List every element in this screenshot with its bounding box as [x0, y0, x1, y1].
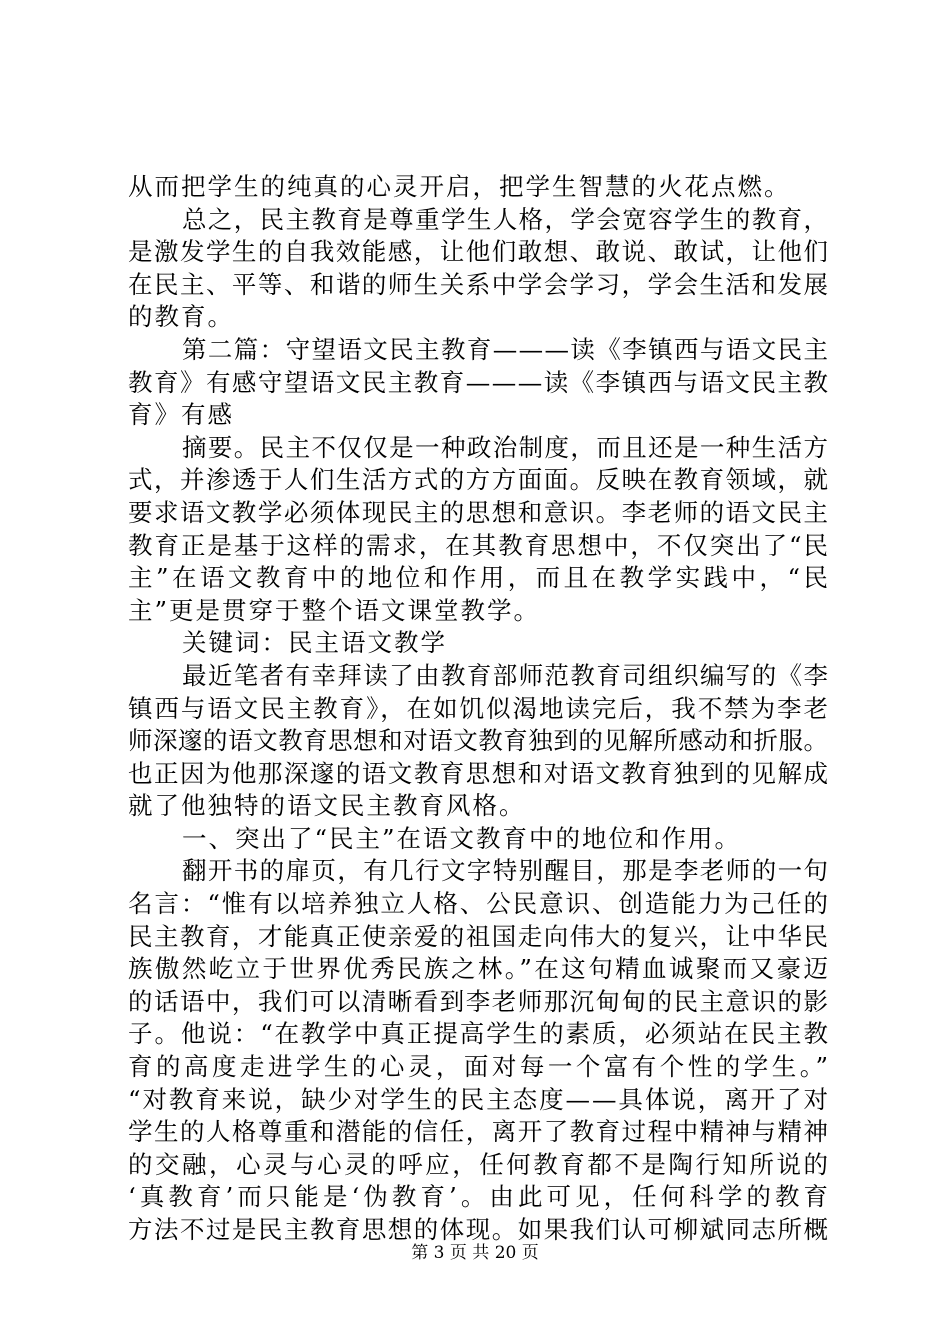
text-line: 民主教育，才能真正使亲爱的祖国走向伟大的复兴，让中华民 — [128, 921, 830, 951]
text-line: 总之，民主教育是尊重学生人格，学会宽容学生的教育， — [182, 204, 830, 234]
text-line: 翻开书的扉页，有几行文字特别醒目，那是李老师的一句 — [182, 856, 830, 886]
text-line: 的教育。 — [128, 302, 234, 332]
page-number-footer: 第 3 页 共 20 页 — [411, 1243, 539, 1263]
text-line: 主”更是贯穿于整个语文课堂教学。 — [128, 595, 541, 625]
text-line: 族傲然屹立于世界优秀民族之林。”在这句精血诚聚而又豪迈 — [128, 954, 831, 984]
text-line: 方法不过是民主教育思想的体现。如果我们认可柳斌同志所概 — [128, 1215, 830, 1244]
text-line: 育的高度走进学生的心灵，面对每一个富有个性的学生。” — [128, 1052, 832, 1082]
text-line: ‘真教育’而只能是‘伪教育’。由此可见，任何科学的教育 — [128, 1182, 833, 1212]
text-line: 摘要。民主不仅仅是一种政治制度，而且还是一种生活方 — [182, 432, 830, 462]
text-line: 要求语文教学必须体现民主的思想和意识。李老师的语文民主 — [128, 497, 830, 527]
text-line: 镇西与语文民主教育》，在如饥似渴地读完后，我不禁为李老 — [128, 693, 830, 723]
text-line: 就了他独特的语文民主教育风格。 — [128, 791, 526, 821]
text-line: 主”在语文教育中的地位和作用，而且在教学实践中，“民 — [128, 563, 832, 593]
text-line: 关键词：民主语文教学 — [182, 628, 447, 658]
text-line: 教育》有感守望语文民主教育———读《李镇西与语文民主教 — [128, 367, 830, 397]
text-line: 育》有感 — [128, 400, 234, 430]
text-line: “对教育来说，缺少对学生的民主态度——具体说，离开了对 — [128, 1084, 830, 1114]
text-line: 第二篇：守望语文民主教育———读《李镇西与语文民主 — [182, 334, 830, 364]
text-line: 子。他说：“在教学中真正提高学生的素质，必须站在民主教 — [128, 1019, 830, 1049]
text-line: 师深邃的语文教育思想和对语文教育独到的见解所感动和折服。 — [128, 726, 829, 756]
text-line: 从而把学生的纯真的心灵开启，把学生智慧的火花点燃。 — [128, 172, 791, 201]
text-line: 在民主、平等、和谐的师生关系中学会学习，学会生活和发展 — [128, 269, 830, 299]
text-line: 名言：“惟有以培养独立人格、公民意识、创造能力为己任的 — [128, 889, 830, 919]
text-line: 的交融，心灵与心灵的呼应，任何教育都不是陶行知所说的 — [128, 1149, 831, 1179]
text-line: 的话语中，我们可以清晰看到李老师那沉甸甸的民主意识的影 — [128, 986, 830, 1016]
text-line: 教育正是基于这样的需求，在其教育思想中，不仅突出了“民 — [128, 530, 830, 560]
document-body — [128, 171, 833, 1247]
text-line: 式，并渗透于人们生活方式的方方面面。反映在教育领域，就 — [128, 465, 830, 495]
text-line: 一、突出了“民主”在语文教育中的地位和作用。 — [182, 823, 742, 853]
text-line: 学生的人格尊重和潜能的信任，离开了教育过程中精神与精神 — [128, 1117, 830, 1147]
text-line: 是激发学生的自我效能感，让他们敢想、敢说、敢试，让他们 — [128, 237, 830, 267]
text-line: 也正因为他那深邃的语文教育思想和对语文教育独到的见解成 — [128, 758, 830, 788]
text-line: 最近笔者有幸拜读了由教育部师范教育司组织编写的《李 — [182, 660, 830, 690]
